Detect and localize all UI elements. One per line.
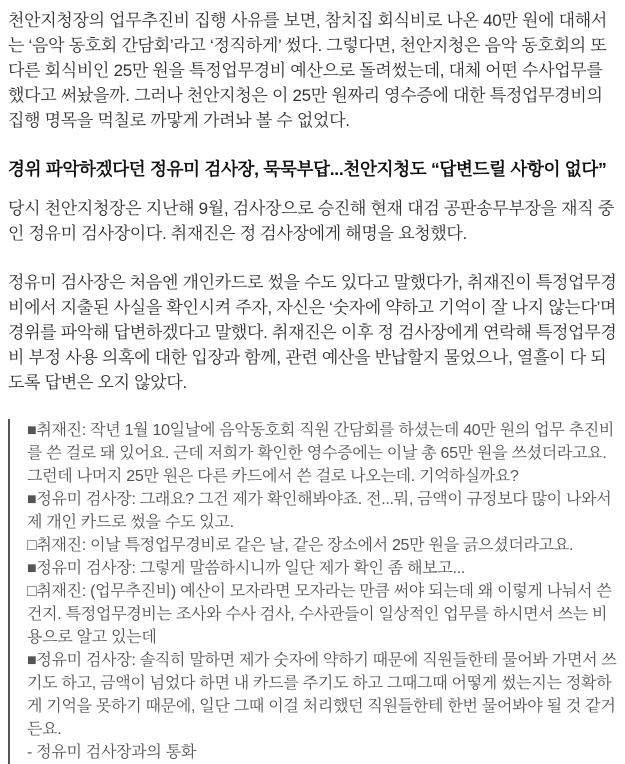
quote-line-reporter: □취재진: 이날 특정업무경비로 같은 날, 같은 장소에서 25만 원을 긁으셨더라고요. bbox=[27, 537, 574, 554]
article-paragraph-3: 정유미 검사장은 처음엔 개인카드로 썼을 수도 있다고 말했다가, 취재진이 특정업무경비에서 지출된 사실을 확인시켜 주자, 자신은 ‘숫자에 약하고 기억이 잘 나지 않는다’며 경위를 파악해 답변하겠다고 말했다. 취재진은 이후 정 검사장에게 연락해 특정업무경비 부정 사용 의혹에 대한 입장과 함께, 관련 예산을 반납할지 물었으나, 열흘이 다 되도록 답변은 오지 않았다. bbox=[8, 273, 617, 392]
quote-line-prosecutor: ■정유미 검사장: 그래요? 그건 제가 확인해봐야죠. 전...뭐, 금액이 규정보다 많이 나와서 제 개인 카드로 썼을 수도 있고. bbox=[27, 491, 612, 531]
quote-line-reporter: ■취재진: 작년 1월 10일날에 음악동호회 직원 간담회를 하셨는데 40만 원의 업무 추진비를 쓴 걸로 돼 있어요. 근데 저희가 확인한 영수증에는 이날 총 65만 원을 쓰셨더라고요. 그런데 나머지 25만 원은 다른 카드에서 쓴 걸로 나오는데. 기억하실까요? bbox=[27, 422, 615, 485]
article-paragraph-2: 당시 천안지청장은 지난해 9월, 검사장으로 승진해 현재 대검 공판송무부장을 재직 중인 정유미 검사장이다. 취재진은 정 검사장에게 해명을 요청했다. bbox=[8, 199, 614, 243]
quote-source: - 정유미 검사장과의 통화 bbox=[27, 744, 197, 761]
quote-line-prosecutor: ■정유미 검사장: 그렇게 말씀하시니까 일단 제가 확인 좀 해보고... bbox=[27, 560, 466, 577]
quote-line-prosecutor: ■정유미 검사장: 솔직히 말하면 제가 숫자에 약하기 때문에 직원들한테 물어봐 가면서 쓰기도 하고, 금액이 넘었다 하면 내 카드를 주기도 하고 그때그때 어떻게 썼는지는 정확하게 기억을 못하기 때문에, 일단 그때 이걸 처리했던 직원들한테 한번 물어봐야 될 것 같거든요. bbox=[27, 652, 617, 738]
quote-line-reporter: □취재진: (업무추진비) 예산이 모자라면 모자라는 만큼 써야 되는데 왜 이렇게 나눠서 쓴 건지. 특정업무경비는 조사와 수사 검사, 수사관들이 일상적인 업무를 하시면서 쓰는 비용으로 알고 있는데 bbox=[27, 583, 612, 646]
article-subheading: 경위 파악하겠다던 정유미 검사장, 묵묵부답...천안지청도 “답변드릴 사항이 없다” bbox=[8, 159, 607, 179]
interview-blockquote bbox=[8, 419, 617, 764]
article-paragraph-1: 천안지청장의 업무추진비 집행 사유를 보면, 참치집 회식비로 나온 40만 원에 대해서는 ‘음악 동호회 간담회’라고 ‘정직하게’ 썼다. 그렇다면, 천안지청은 음악 동호회의 또 다른 회식비인 25만 원을 특정업무경비 예산으로 돌려썼는데, 대체 어떤 수사업무를 했다고 써놨을까. 그러나 천안지청은 이 25만 원짜리 영수증에 대한 특정업무경비의 집행 명목을 먹칠로 까맣게 가려놔 볼 수 없었다. bbox=[8, 11, 607, 130]
